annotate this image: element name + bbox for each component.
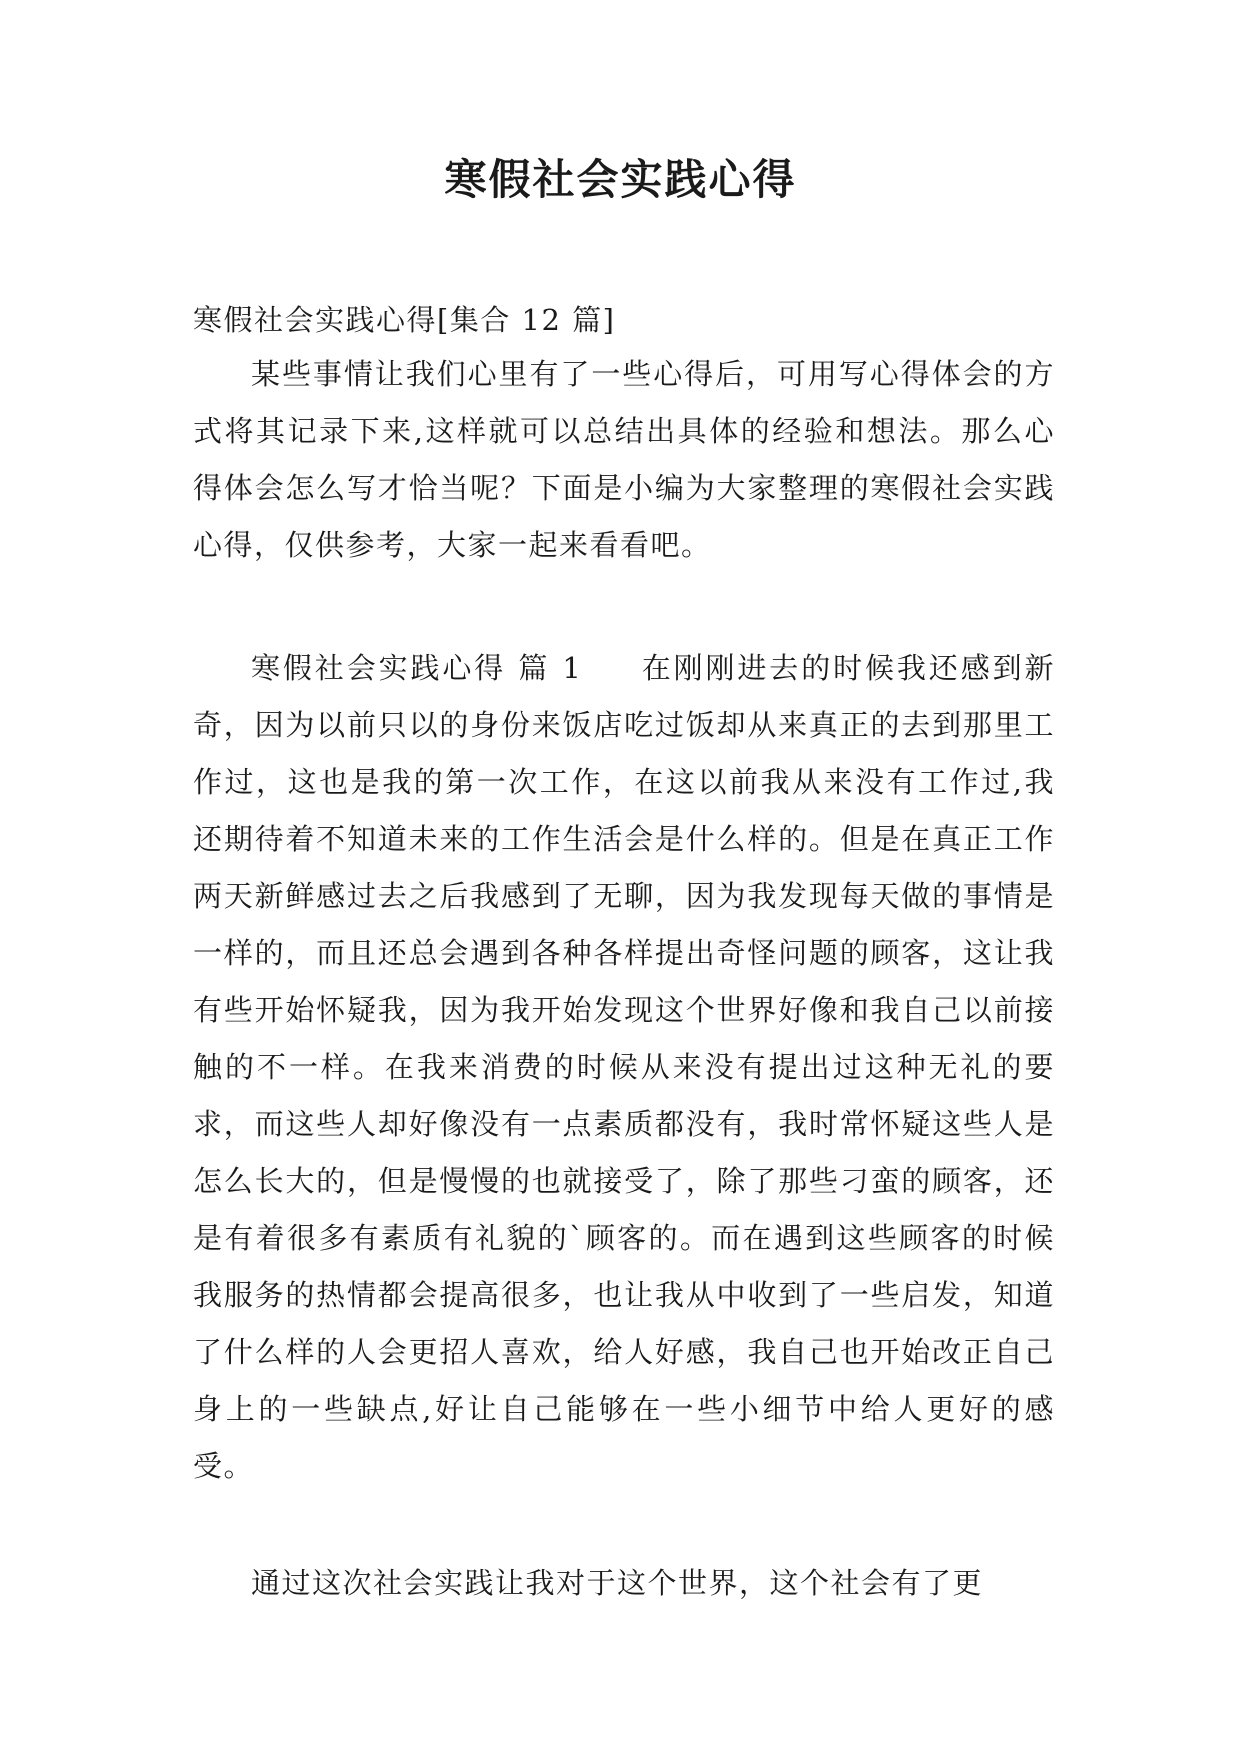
section-1-body: 在刚刚进去的时候我还感到新奇，因为以前只以的身份来饭店吃过饭却从来真正的去到那里工作过，这也是我的第一次工作，在这以前我从来没有工作过,我还期待着不知道未来的工作生活会是什么样的。但是在真正工作两天新鲜感过去之后我感到了无聊，因为我发现每天做的事情是一样的，而且还总会遇到各种各样提出奇怪问题的顾客，这让我有些开始怀疑我，因为我开始发现这个世界好像和我自己以前接触的不一样。在我来消费的时候从来没有提出过这种无礼的要求，而这些人却好像没有一点素质都没有，我时常怀疑这些人是怎么长大的，但是慢慢的也就接受了，除了那些刁蛮的顾客，还是有着很多有素质有礼貌的`顾客的。而在遇到这些顾客的时候我服务的热情都会提高很多，也让我从中收到了一些启发，知道了什么样的人会更招人喜欢，给人好感，我自己也开始改正自己身上的一些缺点,好让自己能够在一些小细节中给人更好的感受。 [193,651,1055,1483]
section-1-heading: 寒假社会实践心得 篇 1 [251,651,583,685]
intro-paragraph: 某些事情让我们心里有了一些心得后，可用写心得体会的方式将其记录下来,这样就可以总结出具体的经验和想法。那么心得体会怎么写才恰当呢？下面是小编为大家整理的寒假社会实践心得，仅供参考，大家一起来看看吧。 [193,357,1055,562]
document-title: 寒假社会实践心得 [444,155,797,204]
section-1-paragraph [193,640,1055,1495]
document-subtitle: 寒假社会实践心得[集合 12 篇] [193,303,616,337]
section-1-paragraph-2: 通过这次社会实践让我对于这个世界，这个社会有了更 [251,1566,984,1600]
